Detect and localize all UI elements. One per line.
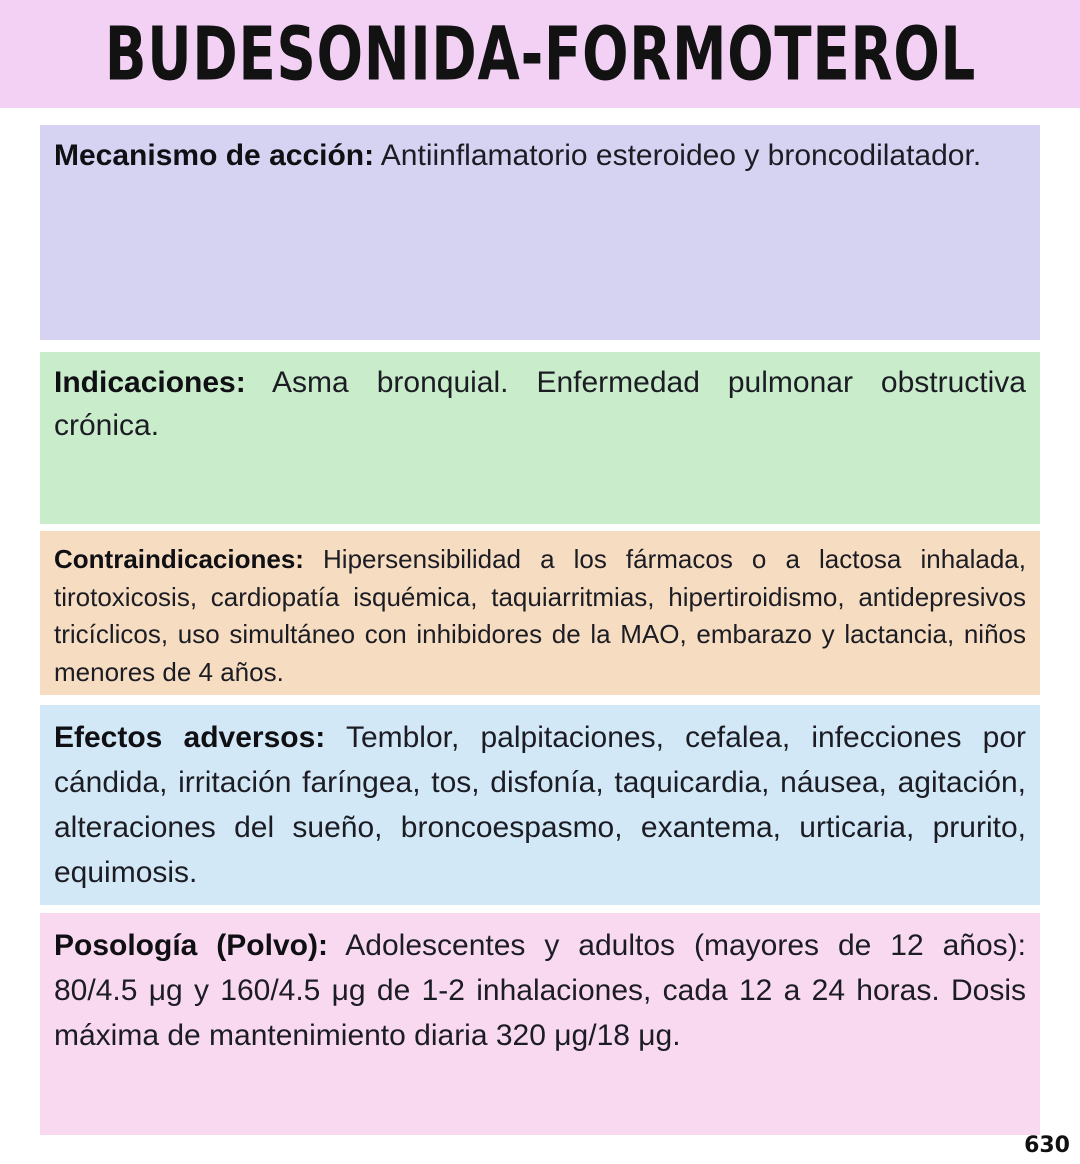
section-label-mecanismo: Mecanismo de acción: [54,139,375,172]
section-posologia-polvo [40,913,1040,1135]
section-paragraph [54,923,1026,1058]
section-mecanismo-de-accion [40,125,1040,340]
section-efectos-adversos [40,705,1040,905]
section-paragraph [54,362,1026,447]
section-label-efectos-adversos: Efectos adversos: [54,721,326,754]
section-indicaciones [40,352,1040,524]
section-text-indicaciones: Asma bronquial. Enfermedad pulmonar obstructiva crónica. [54,366,1026,442]
section-label-posologia: Posología (Polvo): [54,929,328,962]
section-text-mecanismo: Antiinflamatorio esteroideo y broncodilatador. [380,139,982,172]
section-contraindicaciones [40,531,1040,695]
section-text-posologia: Adolescentes y adultos (mayores de 12 años): 80/4.5 μg y 160/4.5 μg de 1-2 inhalaciones, cada 12 a 24 horas. Dosis máxima de mantenimiento diaria 320 μg/18 μg. [54,929,1027,1052]
section-label-indicaciones: Indicaciones: [54,366,246,399]
header-band [0,0,1080,108]
section-label-contraindicaciones: Contraindicaciones: [54,544,304,574]
section-paragraph [54,715,1026,895]
section-text-contraindicaciones: Hipersensibilidad a los fármacos o a lactosa inhalada, tirotoxicosis, cardiopatía isquémica, taquiarritmias, hipertiroidismo, antidepresivos tricíclicos, uso simultáneo con inhibidores de la MAO, embarazo y lactancia, niños menores de 4 años. [54,544,1026,688]
page-number: 630 [1024,1133,1070,1158]
section-text-efectos-adversos: Temblor, palpitaciones, cefalea, infecciones por cándida, irritación faríngea, tos, disfonía, taquicardia, náusea, agitación, alteraciones del sueño, broncoespasmo, exantema, urticaria, prurito, equimosis. [54,721,1026,889]
section-paragraph [54,541,1026,692]
section-paragraph [54,135,1026,178]
page-title: BUDESONIDA-FORMOTEROL [104,10,976,98]
